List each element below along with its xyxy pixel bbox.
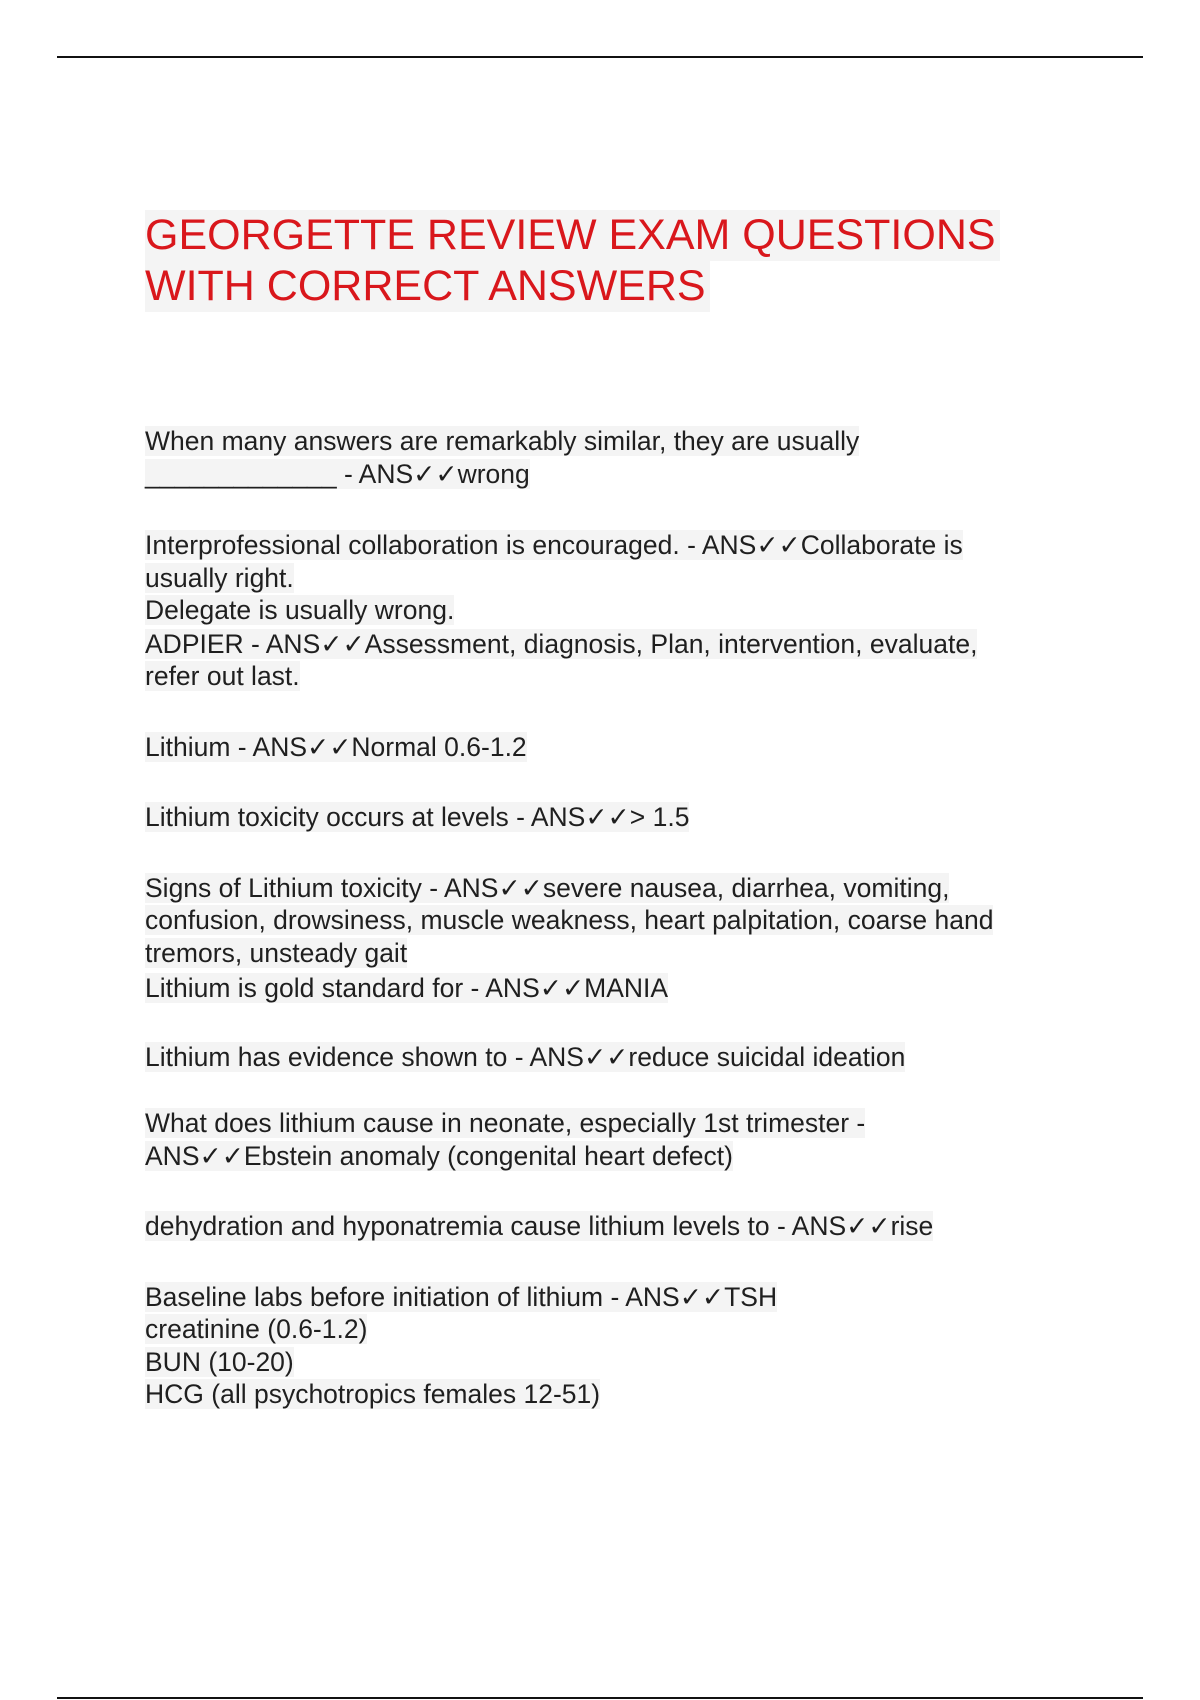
qa-text: Lithium is gold standard for - ANS✓✓MANIA xyxy=(145,973,669,1003)
qa-text: What does lithium cause in neonate, especially 1st trimester - xyxy=(145,1108,866,1138)
qa-text: Lithium has evidence shown to - ANS✓✓reduce suicidal ideation xyxy=(145,1041,906,1072)
qa-entry xyxy=(145,628,1075,693)
qa-text: Baseline labs before initiation of lithium - ANS✓✓TSH xyxy=(145,1281,778,1312)
header-rule xyxy=(57,56,1143,58)
qa-text: Lithium toxicity occurs at levels - ANS✓✓> 1.5 xyxy=(145,802,690,832)
qa-entry xyxy=(145,1107,1075,1172)
qa-entry xyxy=(145,801,1075,834)
qa-list xyxy=(145,425,1075,1411)
document-title xyxy=(145,210,1045,312)
qa-text: refer out last. xyxy=(145,661,300,691)
qa-entry xyxy=(145,425,1075,490)
qa-text: BUN (10-20) xyxy=(145,1346,294,1377)
footer-rule xyxy=(57,1697,1143,1699)
qa-text: Signs of Lithium toxicity - ANS✓✓severe nausea, diarrhea, vomiting, xyxy=(145,872,950,903)
qa-text: creatinine (0.6-1.2) xyxy=(145,1314,368,1344)
qa-entry xyxy=(145,529,1075,627)
qa-entry xyxy=(145,872,1075,970)
qa-text: HCG (all psychotropics females 12-51) xyxy=(145,1379,601,1409)
qa-text: tremors, unsteady gait xyxy=(145,937,408,968)
qa-text: Lithium - ANS✓✓Normal 0.6-1.2 xyxy=(145,731,527,762)
qa-text: Interprofessional collaboration is encouraged. - ANS✓✓Collaborate is xyxy=(145,530,963,560)
qa-text: dehydration and hyponatremia cause lithium levels to - ANS✓✓rise xyxy=(145,1211,934,1241)
qa-entry xyxy=(145,1210,1075,1243)
qa-entry xyxy=(145,1281,1075,1411)
qa-entry xyxy=(145,731,1075,764)
qa-text: _____________ - ANS✓✓wrong xyxy=(145,458,530,489)
title-line-1: GEORGETTE REVIEW EXAM QUESTIONS xyxy=(145,210,1000,261)
title-line-2: WITH CORRECT ANSWERS xyxy=(145,261,710,312)
qa-text: confusion, drowsiness, muscle weakness, heart palpitation, coarse hand xyxy=(145,905,994,935)
qa-text: usually right. xyxy=(145,562,294,593)
qa-text: ANS✓✓Ebstein anomaly (congenital heart defect) xyxy=(145,1140,733,1171)
qa-text: Delegate is usually wrong. xyxy=(145,595,455,625)
qa-text: When many answers are remarkably similar, they are usually xyxy=(145,426,860,456)
qa-entry xyxy=(145,972,1075,1005)
qa-entry xyxy=(145,1041,1075,1074)
qa-text: ADPIER - ANS✓✓Assessment, diagnosis, Plan, intervention, evaluate, xyxy=(145,628,978,659)
